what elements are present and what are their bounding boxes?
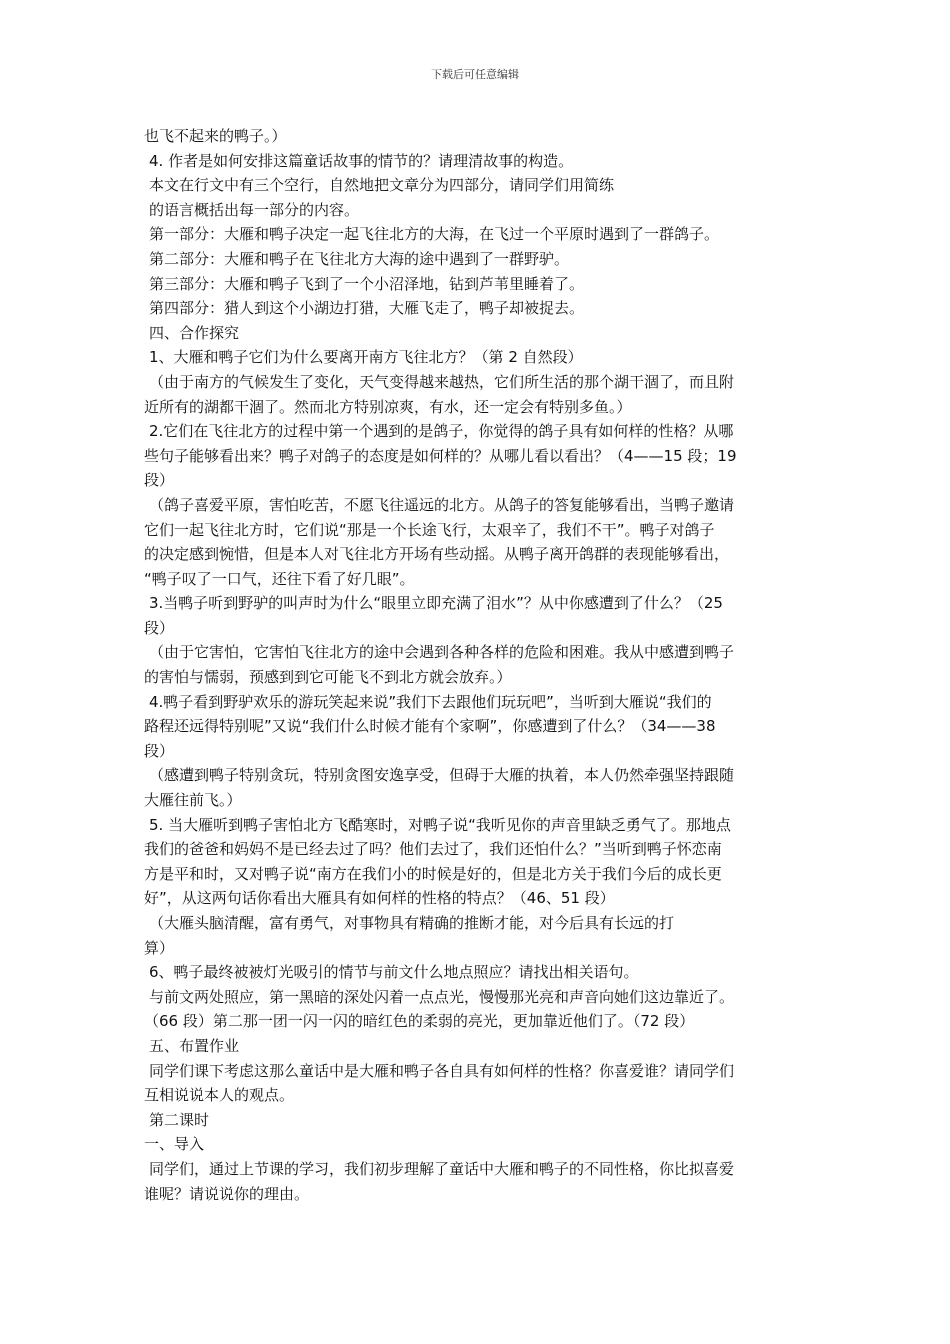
question: 路程还远得特别呢”又说“我们什么时候才能有个家啊”，你感遭到了什么？（34——38 (144, 717, 716, 736)
question: 3.当鸭子听到野驴的叫声时为什么“眼里立即充满了泪水”？从中你感遭到了什么？（25 (149, 594, 723, 613)
text-line: 第一部分：大雁和鸭子决定一起飞往北方的大海，在飞过一个平原时遇到了一群鸽子。 (149, 225, 720, 244)
text-line: 同学们，通过上节课的学习，我们初步理解了童话中大雁和鸭子的不同性格，你比拟喜爱 (149, 1159, 735, 1178)
answer: （大雁头脑清醒，富有勇气，对事物具有精确的推断才能，对今后具有长远的打 (149, 914, 675, 932)
answer: （鸽子喜爱平原，害怕吃苦，不愿飞往遥远的北方。从鸽子的答复能够看出，当鸭子邀请 (149, 495, 735, 514)
question: 好”，从这两句话你看出大雁具有如何样的性格的特点？（46、51 段） (144, 889, 615, 908)
text-line: 第四部分：猎人到这个小湖边打猎，大雁飞走了，鸭子却被捉去。 (149, 299, 585, 318)
answer: 它们一起飞往北方时，它们说“那是一个长途飞行，太艰辛了，我们不干”。鸭子对鸽子 (144, 520, 715, 539)
text-line: 的语言概括出每一部分的内容。 (149, 200, 360, 219)
answer: 算） (144, 938, 175, 957)
page-header: 下载后可任意编辑 (431, 68, 519, 81)
question: 6、鸭子最终被被灯光吸引的情节与前文什么地点照应？请找出相关语句。 (149, 963, 639, 982)
answer: （由于南方的气候发生了变化，天气变得越来越热，它们所生活的那个湖干涸了，而且附 (149, 372, 735, 391)
section-heading: 第二课时 (149, 1110, 210, 1129)
text-line: 互相说说本人的观点。 (144, 1086, 295, 1105)
text-line: 第二部分：大雁和鸭子在飞往北方大海的途中遇到了一群野驴。 (149, 249, 570, 268)
question: 4.鸭子看到野驴欢乐的游玩笑起来说”我们下去跟他们玩玩吧”，当听到大雁说“我们的 (149, 692, 712, 711)
question: 些句子能够看出来？鸭子对鸽子的态度是如何样的？从哪儿看以看出？（4——15 段；19 (144, 446, 737, 465)
question: 2.它们在飞往北方的过程中第一个遇到的是鸽子，你觉得的鸽子具有如何样的性格？从哪 (149, 422, 734, 441)
question: 我们的爸爸和妈妈不是已经去过了吗？他们去过了，我们还怕什么？”当听到鸭子怀恋南 (144, 840, 722, 859)
question: 1、大雁和鸭子它们为什么要离开南方飞往北方？（第 2 自然段） (149, 348, 583, 367)
text-line: 4. 作者是如何安排这篇童话故事的情节的？请理清故事的构造。 (149, 151, 574, 170)
question: 段） (144, 741, 175, 760)
text-line: 本文在行文中有三个空行，自然地把文章分为四部分，请同学们用简练 (149, 176, 615, 195)
section-heading: 五、布置作业 (149, 1036, 240, 1055)
answer: 的害怕与懦弱，预感到到它可能飞不到北方就会放弃。） (144, 668, 512, 687)
text-line: 谁呢？请说说你的理由。 (144, 1184, 310, 1203)
text-line: 也飞不起来的鸭子。） (144, 127, 287, 145)
question: 5. 当大雁听到鸭子害怕北方飞酷寒时，对鸭子说“我听见你的声音里缺乏勇气了。那地点 (149, 815, 731, 834)
section-heading: 一、导入 (144, 1135, 205, 1154)
answer: 大雁往前飞。） (144, 791, 242, 810)
text-line: 第三部分：大雁和鸭子飞到了一个小沼泽地，钻到芦苇里睡着了。 (149, 274, 585, 293)
question: 段） (144, 471, 175, 490)
answer: 的决定感到惋惜，但是本人对飞往北方开场有些动摇。从鸭子离开鸽群的表现能够看出， (144, 545, 730, 564)
question: 方是平和时，又对鸭子说“南方在我们小的时候是好的，但是北方关于我们今后的成长更 (144, 864, 722, 883)
document-body (144, 124, 809, 1206)
answer: 近所有的湖都干涸了。然而北方特别凉爽，有水，还一定会有特别多鱼。） (144, 397, 632, 416)
answer: （66 段）第二那一团一闪一闪的暗红色的柔弱的亮光，更加靠近他们了。（72 段） (144, 1012, 695, 1031)
answer: （感遭到鸭子特别贪玩，特别贪图安逸享受，但碍于大雁的执着，本人仍然牵强坚持跟随 (149, 766, 735, 785)
section-heading: 四、合作探究 (149, 323, 240, 342)
answer: （由于它害怕，它害怕飞往北方的途中会遇到各种各样的危险和困难。我从中感遭到鸭子 (149, 643, 735, 662)
answer: “鸭子叹了一口气，还往下看了好几眼”。 (144, 569, 415, 588)
question: 段） (144, 618, 175, 637)
answer: 与前文两处照应，第一黑暗的深处闪着一点点光，慢慢那光亮和声音向她们这边靠近了。 (149, 987, 735, 1006)
text-line: 同学们课下考虑这那么童话中是大雁和鸭子各自具有如何样的性格？你喜爱谁？请同学们 (149, 1061, 735, 1080)
